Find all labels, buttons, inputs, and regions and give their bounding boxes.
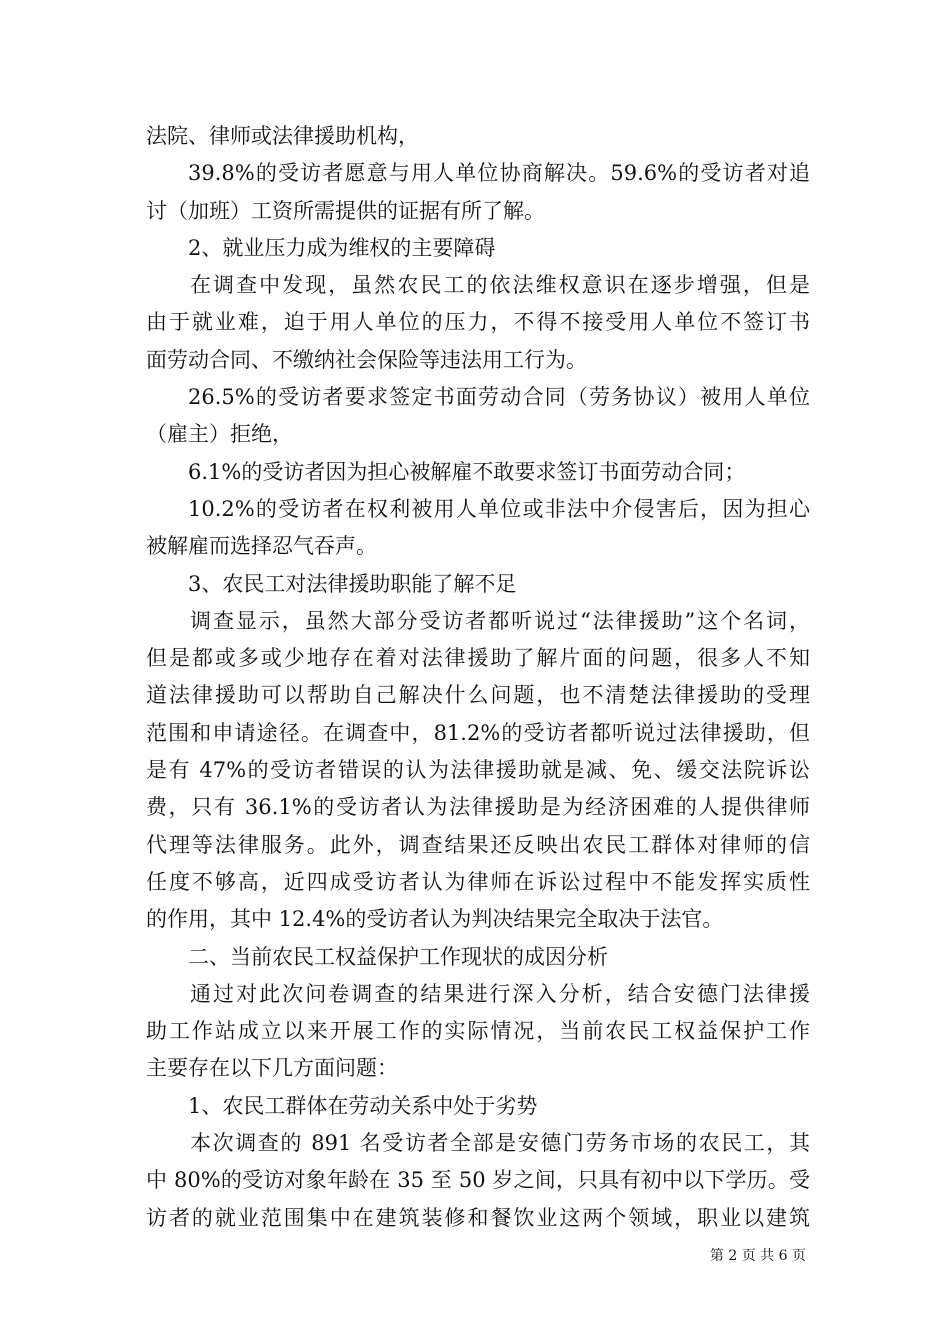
text-line: 本次调查的 891 名受访者全部是安德门劳务市场的农民工，其: [190, 1131, 810, 1156]
text-line: 范围和申请途径。在调查中，81.2%的受访者都听说过法律援助，但: [146, 720, 810, 745]
text-line: 法院、律师或法律援助机构，: [146, 124, 419, 148]
text-line: 中 80%的受访对象年龄在 35 至 50 岁之间，只具有初中以下学历。受: [146, 1168, 810, 1193]
text-line: 通过对此次问卷调查的结果进行深入分析，结合安德门法律援: [190, 981, 810, 1006]
text-line: 被解雇而选择忍气吞声。: [146, 534, 377, 559]
text-line: 主要存在以下几方面问题：: [146, 1056, 398, 1081]
text-line: 面劳动合同、不缴纳社会保险等违法用工行为。: [146, 347, 587, 372]
document-body: [146, 118, 810, 1237]
text-line: （雇主）拒绝，: [146, 422, 293, 447]
text-line: 由于就业难，迫于用人单位的压力，不得不接受用人单位不签订书: [146, 310, 810, 335]
text-line: 调查显示，虽然大部分受访者都听说过“法律援助”这个名词，: [190, 608, 810, 633]
text-line: 3、农民工对法律援助职能了解不足: [188, 571, 517, 596]
text-line: 但是都或多或少地存在着对法律援助了解片面的问题，很多人不知: [146, 646, 810, 671]
text-line: 助工作站成立以来开展工作的实际情况，当前农民工权益保护工作: [146, 1019, 810, 1044]
text-line: 二、当前农民工权益保护工作现状的成因分析: [188, 944, 608, 969]
text-line: 1、农民工群体在劳动关系中处于劣势: [188, 1093, 538, 1118]
text-line: 26.5%的受访者要求签定书面劳动合同（劳务协议）被用人单位: [188, 385, 810, 410]
text-line: 讨（加班）工资所需提供的证据有所了解。: [146, 198, 545, 223]
text-line: 道法律援助可以帮助自己解决什么问题，也不清楚法律援助的受理: [146, 683, 810, 708]
text-line: 任度不够高，近四成受访者认为律师在诉讼过程中不能发挥实质性: [146, 869, 810, 894]
text-line: 是有 47%的受访者错误的认为法律援助就是减、免、缓交法院诉讼: [146, 758, 810, 783]
text-line: 在调查中发现，虽然农民工的依法维权意识在逐步增强，但是: [190, 273, 810, 298]
text-line: 39.8%的受访者愿意与用人单位协商解决。59.6%的受访者对追: [188, 161, 810, 186]
text-line: 2、就业压力成为维权的主要障碍: [188, 235, 496, 260]
text-line: 6.1%的受访者因为担心被解雇不敢要求签订书面劳动合同；: [188, 459, 746, 484]
text-line: 费，只有 36.1%的受访者认为法律援助是为经济困难的人提供律师: [146, 795, 810, 820]
page-number: 第 2 页 共 6 页: [709, 1248, 806, 1264]
text-line: 10.2%的受访者在权利被用人单位或非法中介侵害后，因为担心: [188, 496, 810, 521]
text-line: 的作用，其中 12.4%的受访者认为判决结果完全取决于法官。: [146, 907, 724, 932]
text-line: 访者的就业范围集中在建筑装修和餐饮业这两个领域，职业以建筑: [146, 1205, 810, 1230]
text-line: 代理等法律服务。此外，调查结果还反映出农民工群体对律师的信: [146, 832, 810, 857]
